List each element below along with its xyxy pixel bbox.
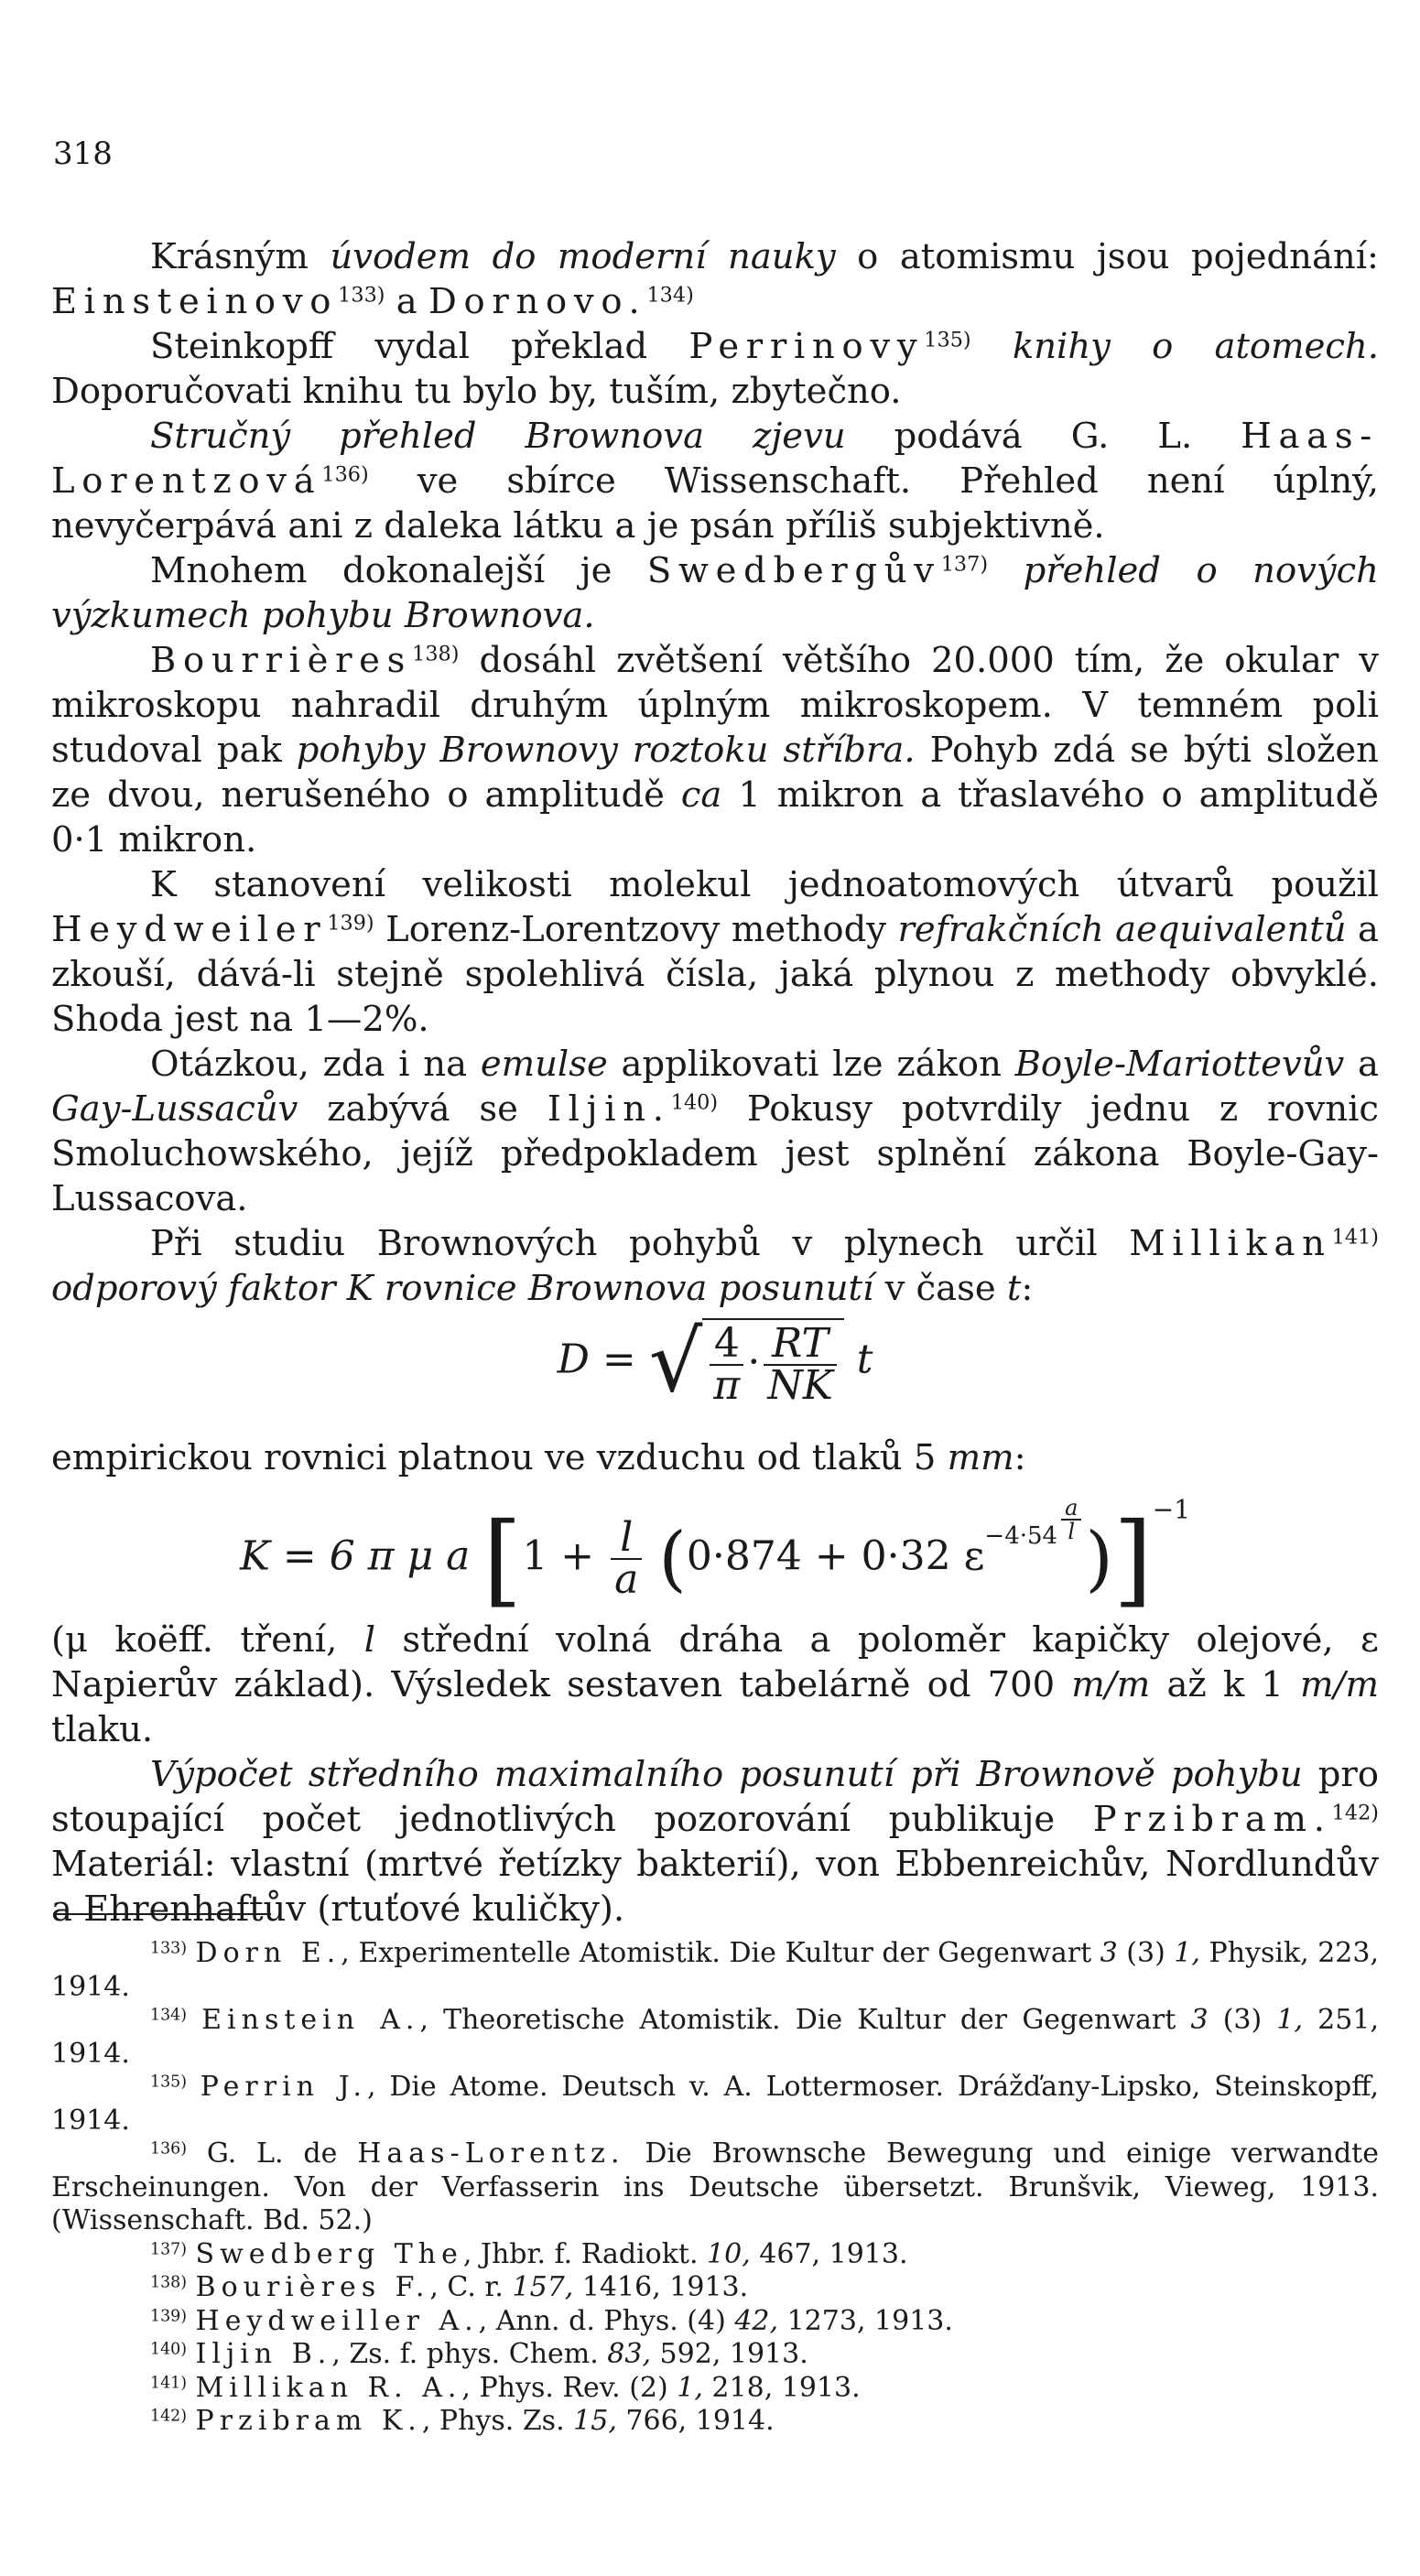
- footnote-135: $^{135)}$ Perrin J., Die Atome. Deutsch v. A. Lottermoser. Drážďany-Lipsko, Steinskopff, 1914.: [51, 2071, 1379, 2137]
- paragraph-8: Při studiu Brownových pohybů v plynech určil Millikan$^{141)}$ odporový faktor K rovnice Brownova posunutí v čase t:: [51, 1223, 1379, 1309]
- paragraph-11: Výpočet středního maximalního posunutí při Brownově pohybu pro stoupající počet jednotlivých pozorování publikuje Przibram.$^{142)}$ Materiál: vlastní (mrtvé řetízky bakterií), von Ebbenreichův, Nordlundův a Ehrenhaftův (rtuťové kuličky).: [51, 1754, 1379, 1930]
- page-number: 318: [53, 135, 113, 172]
- footnote-136: $^{136)}$ G. L. de Haas-Lorentz. Die Brownsche Bewegung und einige verwandte Erscheinungen. Von der Verfasserin ins Deutsche übersetzt. Brunšvik, Vieweg, 1913. (Wissenschaft. Bd. 52.): [51, 2138, 1379, 2236]
- paragraph-9: empirickou rovnici platnou ve vzduchu od tlaků 5 mm:: [51, 1437, 1026, 1478]
- footnote-141: $^{141)}$ Millikan R. A., Phys. Rev. (2) 1, 218, 1913.: [150, 2371, 861, 2404]
- footnote-137: $^{137)}$ Swedberg The, Jhbr. f. Radiokt. 10, 467, 1913.: [150, 2237, 908, 2270]
- fraction-rt-nk: $\frac{RT}{NK}$: [764, 1324, 836, 1406]
- footnote-138: $^{138)}$ Bourières F., C. r. 157, 1416, 1913.: [150, 2271, 749, 2303]
- footnote-142: $^{142)}$ Przibram K., Phys. Zs. 15, 766, 1914.: [150, 2405, 775, 2437]
- paragraph-4: Mnohem dokonalejší je Swedbergův$^{137)}$ přehled o nových výzkumech pohybu Brownova.: [51, 550, 1379, 636]
- paragraph-2: Steinkopff vydal překlad Perrinovy$^{135)}$ knihy o atomech. Doporučovati knihu tu bylo by, tuším, zbytečno.: [51, 326, 1379, 412]
- paragraph-7: Otázkou, zda i na emulse applikovati lze zákon Boyle-Mariottevův a Gay-Lussacův zabývá se Iljin.$^{140)}$ Pokusy potvrdily jednu z rovnic Smoluchowského, jejíž předpokladem jest splnění zákona Boyle-Gay-Lussacova.: [51, 1044, 1379, 1219]
- paragraph-6: K stanovení velikosti molekul jednoatomových útvarů použil Heydweiler$^{139)}$ Lorenz-Lorentzovy methody refrakčních aequivalentů a zkouší, dává-li stejně spolehlivá čísla, jaká plynou z methody obvyklé. Shoda jest na 1—2%.: [51, 864, 1379, 1040]
- square-root: √ $\frac{4}{\pi}$ · $\frac{RT}{NK}$: [649, 1318, 844, 1406]
- main-text: [51, 234, 1379, 1932]
- fraction-a-l: $\frac{a}{l}$: [1061, 1497, 1081, 1542]
- formula-resistance-factor: K = 6 π μ a [1 + $\frac{l}{a}$ (0·874 + 0·32 $\varepsilon^{-4\cdot 54}$ $\frac{a}{l}$ )]$^{-1}$: [239, 1494, 1191, 1618]
- paragraph-1: Krásným úvodem do moderní nauky o atomismu jsou pojednání: Einsteinovo$^{133)}$ a Dornovo.$^{134)}$: [51, 236, 1380, 322]
- footnote-separator: [53, 1913, 271, 1915]
- footnotes: [51, 1937, 1379, 2439]
- formula-brownian-displacement: D = √ $\frac{4}{\pi}$ · $\frac{RT}{NK}$ t: [557, 1313, 873, 1411]
- paragraph-10: (μ koëff. tření, l střední volná dráha a poloměr kapičky olejové, ε Napierův základ). Výsledek sestaven tabelárně od 700 m/m až k 1 m/m tlaku.: [51, 1619, 1380, 1750]
- fraction-4-pi: $\frac{4}{\pi}$: [710, 1324, 743, 1406]
- footnote-140: $^{140)}$ Iljin B., Zs. f. phys. Chem. 83, 592, 1913.: [150, 2338, 808, 2370]
- paragraph-5: Bourrières$^{138)}$ dosáhl zvětšení většího 20.000 tím, že okular v mikroskopu nahradil druhým úplným mikroskopem. V temném poli studoval pak pohyby Brownovy roztoku stříbra. Pohyb zdá se býti složen ze dvou, nerušeného o amplitudě ca 1 mikron a třaslavého o amplitudě 0·1 mikron.: [51, 640, 1379, 860]
- fraction-l-a: $\frac{l}{a}$: [611, 1518, 642, 1600]
- footnote-139: $^{139)}$ Heydweiller A., Ann. d. Phys. (4) 42, 1273, 1913.: [150, 2304, 953, 2337]
- paragraph-3: Stručný přehled Brownova zjevu podává G. L. Haas-Lorentzová$^{136)}$ ve sbírce Wissenschaft. Přehled není úplný, nevyčerpává ani z daleka látku a je psán příliš subjektivně.: [51, 416, 1379, 547]
- footnote-133: $^{133)}$ Dorn E., Experimentelle Atomistik. Die Kultur der Gegenwart 3 (3) 1, Physik, 223, 1914.: [51, 1937, 1379, 2003]
- footnote-134: $^{134)}$ Einstein A., Theoretische Atomistik. Die Kultur der Gegenwart 3 (3) 1, 251, 1914.: [51, 2004, 1379, 2070]
